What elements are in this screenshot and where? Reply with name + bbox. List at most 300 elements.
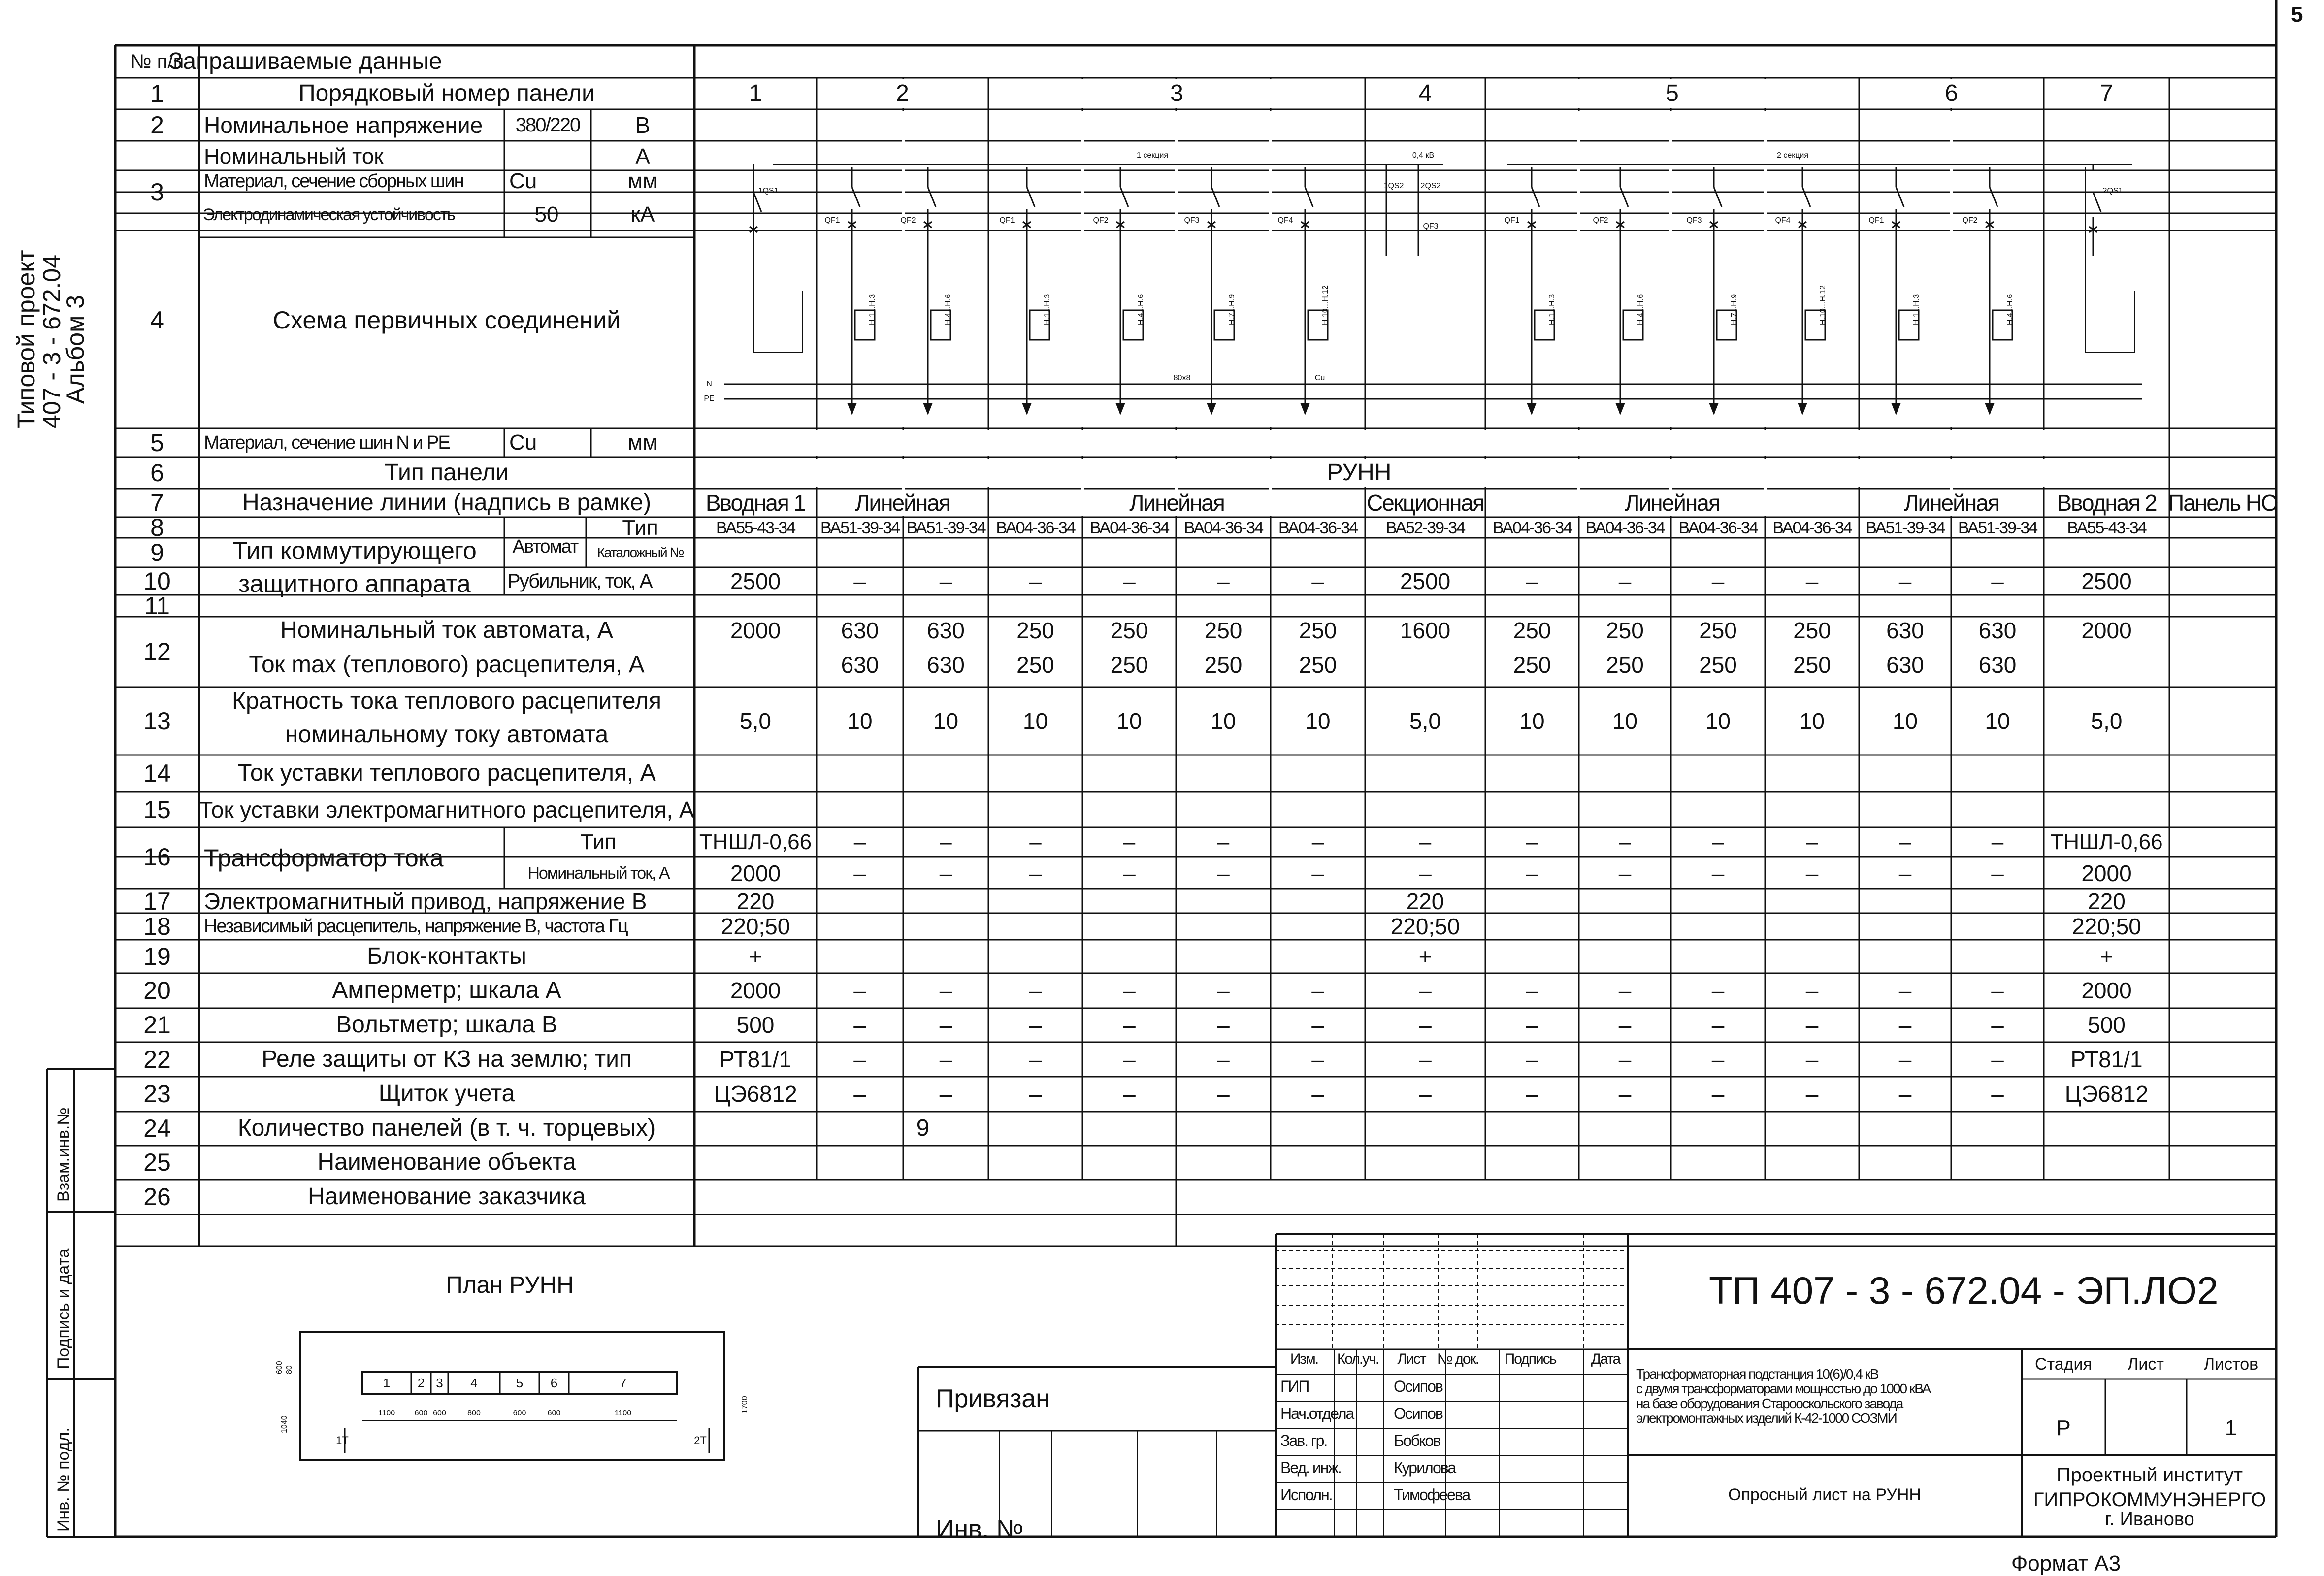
- row-label: Материал, сечение шин N и PE: [204, 432, 450, 453]
- row-label: Материал, сечение сборных шин: [204, 171, 463, 192]
- cell-mult: 10: [1305, 708, 1331, 734]
- cell-tt_nom: –: [853, 860, 866, 886]
- cell-nom: 250: [1513, 618, 1551, 643]
- feeder-arrow: [1301, 404, 1309, 414]
- feeder-arrow: [924, 404, 932, 414]
- row-label: Электромагнитный привод, напряжение В: [204, 888, 647, 914]
- cell-relay: –: [1898, 1047, 1912, 1072]
- cell-mult: 10: [1612, 708, 1638, 734]
- cell-volt: –: [1311, 1012, 1324, 1038]
- cell-relay: –: [939, 1047, 952, 1072]
- cell-nom: 250: [1793, 618, 1831, 643]
- row-label: Щиток учета: [378, 1081, 515, 1107]
- stage-label: Стадия: [2035, 1355, 2092, 1374]
- cell-meter: –: [1711, 1081, 1725, 1107]
- schematic-label: N: [706, 380, 712, 388]
- document-code: ТП 407 - 3 - 672.04 - ЭП.ЛО2: [1709, 1269, 2219, 1312]
- stamp-role: Зав. гр.: [1280, 1432, 1327, 1449]
- cell-nom: 250: [1016, 618, 1054, 643]
- stamp-header: Подпись: [1504, 1351, 1556, 1367]
- cell-knife: 2500: [730, 568, 781, 594]
- incomer-switch: [753, 192, 761, 256]
- schematic-label: QF4: [1775, 216, 1791, 225]
- schematic-label: QF1: [999, 216, 1015, 225]
- cell-type: ВА51-39-34: [906, 519, 985, 537]
- row-label: Назначение линии (надпись в рамке): [242, 490, 652, 516]
- cell-meter: –: [1311, 1081, 1324, 1107]
- cell-tt_nom: –: [1526, 860, 1538, 886]
- stamp-description: на базе оборудования Старооскольского завода: [1636, 1396, 1903, 1411]
- plan-dim: 80: [285, 1365, 294, 1374]
- sheet-title: Опросный лист на РУНН: [1728, 1485, 1921, 1504]
- cell-knife: –: [1711, 568, 1725, 594]
- cell-amm: –: [1419, 978, 1432, 1003]
- cell-amm: –: [1711, 978, 1725, 1003]
- row-label: Наименование заказчика: [308, 1183, 586, 1210]
- cell-tt_type: –: [1806, 830, 1818, 854]
- line-purpose: Вводная 1: [705, 490, 806, 516]
- row-number: 21: [143, 1011, 171, 1039]
- schematic-label: Н.1...Н.3: [868, 294, 877, 325]
- cell-mult: 10: [1211, 708, 1236, 734]
- sheet-label: Лист: [2128, 1355, 2164, 1374]
- feeder-arrow: [1023, 404, 1031, 414]
- stamp-description: с двумя трансформаторами мощностью до 1000 кВА: [1636, 1381, 1931, 1396]
- plan-dim: 600: [275, 1361, 284, 1374]
- breaker-symbol: [1211, 187, 1219, 414]
- row-sublabel: Тип: [580, 830, 617, 854]
- cell-block: +: [1418, 944, 1432, 969]
- cell-amm: –: [1311, 978, 1324, 1003]
- cell-tt_type: –: [940, 830, 952, 854]
- row-label: номинальному току автомата: [285, 722, 609, 748]
- cell-tt_type: –: [1712, 830, 1724, 854]
- panel-number: 5: [1666, 80, 1679, 106]
- stamp-header: Кол.уч.: [1337, 1351, 1379, 1367]
- cell-tt_type: –: [1619, 830, 1631, 854]
- breaker-symbol: [1990, 187, 1997, 414]
- row-label: Кратность тока теплового расцепителя: [232, 688, 661, 714]
- cell-nom: 2000: [730, 618, 781, 643]
- row-label: Электродинамическая устойчивость: [203, 205, 455, 224]
- row-label: Трансформатор тока: [204, 844, 444, 872]
- cell-volt: –: [1217, 1012, 1230, 1038]
- row-number: 12: [143, 638, 171, 665]
- row-number: 11: [144, 592, 170, 620]
- panel-number: 6: [1945, 80, 1958, 106]
- inventory-label: Инв. №: [936, 1515, 1024, 1543]
- stamp-role: ГИП: [1280, 1378, 1309, 1395]
- cell-relay: –: [1311, 1047, 1324, 1072]
- row-number: 7: [150, 489, 164, 517]
- cell-nom: 630: [841, 618, 879, 643]
- incomer-switch: [2093, 192, 2101, 256]
- cell-knife: –: [1991, 568, 2004, 594]
- schematic-label: 80х8: [1173, 374, 1191, 382]
- cell-relay: –: [1217, 1047, 1230, 1072]
- feeder-arrow: [1528, 404, 1536, 414]
- row-label: Номинальный ток автомата, А: [280, 617, 613, 643]
- cell-type: ВА51-39-34: [1866, 519, 1945, 537]
- stamp-name: Курилова: [1394, 1459, 1456, 1477]
- stamp-name: Осипов: [1394, 1378, 1442, 1395]
- row-number: 5: [150, 429, 164, 457]
- plan-dim: 1100: [614, 1409, 632, 1417]
- schematic-label: 1QS2: [1383, 182, 1404, 190]
- cell-meter: –: [1526, 1081, 1538, 1107]
- num-header: № п/п: [130, 51, 184, 72]
- cell-type: ВА04-36-34: [1278, 519, 1358, 537]
- cell-knife: –: [939, 568, 952, 594]
- cell-block: +: [749, 944, 762, 969]
- plan-dim: 600: [433, 1409, 446, 1417]
- feeder-arrow: [1986, 404, 1994, 414]
- row-label: Количество панелей (в т. ч. торцевых): [237, 1115, 656, 1141]
- cell-knife: –: [1805, 568, 1819, 594]
- panel-number: 4: [1418, 80, 1432, 106]
- row-number: 15: [143, 796, 171, 823]
- cell-drive: 220: [736, 888, 775, 914]
- cell-shunt: 220;50: [720, 914, 790, 939]
- schematic-label: 0,4 кВ: [1412, 151, 1435, 160]
- schematic-label: Н.1...Н.3: [1548, 294, 1556, 325]
- row-unit: кА: [630, 202, 655, 227]
- cell-tt_nom: –: [1991, 860, 2004, 886]
- cell-relay: –: [853, 1047, 866, 1072]
- stamp-name: Бобков: [1394, 1432, 1440, 1449]
- cell-tt_type: –: [1526, 830, 1538, 854]
- row-label: Номинальный ток: [204, 144, 384, 168]
- panel-number: 7: [2100, 80, 2113, 106]
- breaker-symbol: [1714, 187, 1722, 414]
- cell-mult: 10: [1985, 708, 2010, 734]
- stamp-role: Вед. инж.: [1280, 1459, 1341, 1477]
- row-label: Амперметр; шкала А: [332, 977, 561, 1003]
- cell-amm: –: [1898, 978, 1912, 1003]
- cell-tt_type: ТНШЛ-0,66: [2050, 830, 2163, 854]
- margin-label: Инв. № подл.: [54, 1427, 73, 1532]
- cell-tt_nom: –: [1217, 860, 1230, 886]
- breaker-symbol: [1305, 187, 1313, 414]
- cell-mult: 10: [847, 708, 873, 734]
- feeder-arrow: [1710, 404, 1718, 414]
- cell-mult: 10: [1892, 708, 1918, 734]
- org-line: Проектный институт: [2056, 1464, 2243, 1486]
- page-number: 5: [2291, 2, 2303, 27]
- format-label: Формат А3: [2011, 1551, 2121, 1576]
- feeder-arrow: [1892, 404, 1900, 414]
- row-label: Ток уставки теплового расцепителя, А: [237, 760, 656, 786]
- plan-transformer-label: 2Т: [694, 1434, 707, 1446]
- cell-nom: 250: [1110, 618, 1148, 643]
- cell-amm: –: [1991, 978, 2004, 1003]
- sheets-label: Листов: [2203, 1355, 2259, 1374]
- cell-amm: –: [1029, 978, 1042, 1003]
- cell-drive: 220: [2088, 888, 2126, 914]
- row-number: 1: [150, 80, 164, 107]
- panel-enclosure: [2086, 167, 2135, 353]
- schematic-label: 2 секция: [1776, 151, 1809, 160]
- stamp-name: Тимофеева: [1394, 1486, 1470, 1504]
- feeder-arrow: [1616, 404, 1624, 414]
- row-number: 23: [143, 1080, 171, 1108]
- panel-number: 1: [749, 80, 762, 106]
- row-label: Блок-контакты: [366, 943, 527, 969]
- row-number: 3: [150, 178, 164, 206]
- row-number: 20: [143, 977, 171, 1004]
- plan-dim: 800: [467, 1409, 481, 1417]
- cell-mult: 5,0: [740, 708, 771, 734]
- cell-knife: 2500: [2081, 568, 2132, 594]
- cell-relay: –: [1419, 1047, 1432, 1072]
- side-caption-line: Альбом 3: [62, 295, 89, 404]
- cell-type: ВА55-43-34: [716, 519, 795, 537]
- cell-tt_type: –: [1029, 830, 1042, 854]
- stamp-header: Дата: [1591, 1351, 1620, 1367]
- stamp-name: Осипов: [1394, 1405, 1442, 1422]
- stamp-role: Нач.отдела: [1280, 1405, 1354, 1422]
- cell-nom: 630: [1978, 618, 2017, 643]
- cell-knife: –: [1311, 568, 1324, 594]
- cell-type: ВА04-36-34: [1183, 519, 1263, 537]
- cell-mult: 10: [1116, 708, 1142, 734]
- breaker-symbol: [1120, 187, 1128, 414]
- feeder-arrow: [848, 404, 856, 414]
- schematic-label: 1QS1: [758, 187, 779, 195]
- cell-knife: –: [853, 568, 866, 594]
- schematic-label: QF2: [900, 216, 916, 225]
- tie-switch: [1383, 164, 1418, 256]
- cell-tmax: 630: [1886, 652, 1924, 678]
- cell-volt: –: [1711, 1012, 1725, 1038]
- cell-type: ВА04-36-34: [1678, 519, 1758, 537]
- schematic-label: QF4: [1277, 216, 1293, 225]
- breaker-symbol: [1802, 187, 1810, 414]
- cell-meter: –: [1217, 1081, 1230, 1107]
- schematic-label: PE: [704, 394, 715, 403]
- cell-volt: –: [1805, 1012, 1819, 1038]
- cell-amm: –: [1217, 978, 1230, 1003]
- feeder-arrow: [1116, 404, 1124, 414]
- cell-shunt: 220;50: [1390, 914, 1460, 939]
- plan-cell-number: 5: [516, 1376, 524, 1390]
- plan-cell-number: 2: [417, 1376, 425, 1390]
- cell-relay: –: [1991, 1047, 2004, 1072]
- stage-value: Р: [2056, 1416, 2071, 1440]
- row-number: 8: [150, 514, 164, 541]
- schematic-label: Н.4...Н.6: [944, 294, 952, 325]
- row-label: Схема первичных соединений: [272, 306, 621, 334]
- row-value: Cu: [509, 430, 537, 455]
- schematic-label: Н.4...Н.6: [1137, 294, 1145, 325]
- schematic-label: QF3: [1423, 222, 1439, 230]
- row-label: Независимый расцепитель, напряжение В, частота Гц: [204, 916, 627, 937]
- cell-amm: –: [1805, 978, 1819, 1003]
- cell-tt_type: –: [853, 830, 866, 854]
- cell-tt_type: –: [1311, 830, 1324, 854]
- cell-meter: –: [1123, 1081, 1136, 1107]
- cell-tt_type: –: [1991, 830, 2004, 854]
- schematic-label: QF3: [1686, 216, 1702, 225]
- cell-tmax: 630: [841, 652, 879, 678]
- cell-relay: –: [1029, 1047, 1042, 1072]
- row-number: 14: [143, 759, 171, 787]
- stamp-header: № док.: [1437, 1351, 1479, 1367]
- row-unit: мм: [627, 430, 658, 455]
- plan-dim: 1040: [280, 1415, 289, 1433]
- cell-nom: 630: [1886, 618, 1924, 643]
- cell-mult: 10: [1705, 708, 1731, 734]
- cell-volt: 500: [736, 1012, 775, 1038]
- line-purpose: Линейная: [1129, 490, 1224, 516]
- org-line: г. Иваново: [2105, 1509, 2194, 1530]
- row-value: 380/220: [515, 114, 580, 136]
- row-label: Тип панели: [384, 460, 509, 486]
- cell-drive: 220: [1406, 888, 1444, 914]
- row-label: Номинальное напряжение: [204, 112, 483, 138]
- cell-meter: –: [1618, 1081, 1632, 1107]
- feeder-arrow: [1208, 404, 1215, 414]
- row-label: Наименование объекта: [317, 1149, 576, 1175]
- plan-title: План РУНН: [446, 1272, 574, 1298]
- cell-tt_nom: –: [1029, 860, 1042, 886]
- stamp-header: Изм.: [1290, 1351, 1318, 1367]
- cell-volt: –: [1419, 1012, 1432, 1038]
- cell-relay: РТ81/1: [719, 1047, 792, 1072]
- cell-meter: ЦЭ6812: [2064, 1081, 2149, 1107]
- row-unit: мм: [627, 169, 658, 193]
- row-number: 19: [143, 943, 171, 970]
- line-purpose: Линейная: [1904, 490, 1999, 516]
- cell-tt_nom: 2000: [730, 860, 781, 886]
- cell-volt: –: [939, 1012, 952, 1038]
- schematic-label: QF1: [824, 216, 840, 225]
- cell-type: ВА04-36-34: [1585, 519, 1665, 537]
- stamp-role: Исполн.: [1280, 1486, 1332, 1504]
- cell-amm: –: [853, 978, 866, 1003]
- sheets-value: 1: [2225, 1416, 2237, 1440]
- margin-label: Подпись и дата: [54, 1248, 73, 1369]
- cell-tmax: 250: [1699, 652, 1737, 678]
- plan-transformer-label: 1Т: [336, 1434, 349, 1446]
- plan-dim: 600: [547, 1409, 561, 1417]
- cell-shunt: 220;50: [2072, 914, 2141, 939]
- cell-nom: 250: [1299, 618, 1337, 643]
- cell-type: ВА55-43-34: [2067, 519, 2146, 537]
- cell-volt: –: [1898, 1012, 1912, 1038]
- cell-meter: –: [1419, 1081, 1432, 1107]
- row-label: защитного аппарата: [238, 570, 471, 597]
- row-sublabel: Автомат: [512, 536, 578, 557]
- schematic-label: Н.1...Н.3: [1043, 294, 1051, 325]
- plan-dim: 1100: [378, 1409, 395, 1417]
- cell-meter: –: [1805, 1081, 1819, 1107]
- cell-knife: –: [1123, 568, 1136, 594]
- row-unit: В: [635, 112, 651, 138]
- breaker-symbol: [928, 187, 936, 414]
- cell-tt_nom: 2000: [2081, 860, 2132, 886]
- schematic-label: QF3: [1184, 216, 1200, 225]
- row-value: 50: [534, 202, 559, 227]
- row-number: 13: [143, 707, 171, 735]
- breaker-symbol: [1620, 187, 1628, 414]
- cell-mult: 10: [1799, 708, 1825, 734]
- cell-meter: –: [939, 1081, 952, 1107]
- schematic-label: Н.1...Н.3: [1912, 294, 1921, 325]
- cell-amm: –: [1123, 978, 1136, 1003]
- row-label: Порядковый номер панели: [298, 80, 595, 106]
- cell-nom: 1600: [1400, 618, 1451, 643]
- cell-tt_nom: –: [1618, 860, 1632, 886]
- cell-type: ВА51-39-34: [820, 519, 900, 537]
- side-caption-line: 407 - 3 - 672.04: [38, 254, 65, 428]
- cell-tt_nom: –: [1711, 860, 1725, 886]
- cell-tt_nom: –: [1311, 860, 1324, 886]
- cell-tt_type: –: [1899, 830, 1911, 854]
- schematic-label: Н.4...Н.6: [1637, 294, 1645, 325]
- cell-knife: –: [1618, 568, 1632, 594]
- panel-enclosure: [753, 167, 803, 353]
- cell-block: +: [2100, 944, 2113, 969]
- schematic-label: QF2: [1593, 216, 1608, 225]
- plan-cell-number: 7: [619, 1376, 627, 1390]
- cell-meter: –: [1898, 1081, 1912, 1107]
- row-label: Тип коммутирующего: [232, 537, 477, 564]
- cell-tt_nom: –: [939, 860, 952, 886]
- cell-knife: –: [1526, 568, 1538, 594]
- line-purpose: Линейная: [855, 490, 950, 516]
- plan-cell-number: 4: [470, 1376, 478, 1390]
- cell-tt_type: –: [1123, 830, 1136, 854]
- cell-tmax: 250: [1110, 652, 1148, 678]
- cell-meter: –: [1991, 1081, 2004, 1107]
- panel-number: 3: [1170, 80, 1183, 106]
- line-purpose: Панель НО: [2168, 490, 2278, 516]
- cell-knife: –: [1898, 568, 1912, 594]
- cell-nom: 250: [1204, 618, 1243, 643]
- row-number: 25: [143, 1149, 171, 1176]
- cell-relay: РТ81/1: [2070, 1047, 2143, 1072]
- cell-type: ВА04-36-34: [996, 519, 1075, 537]
- cell-relay: –: [1618, 1047, 1632, 1072]
- plan-dim: 1700: [741, 1396, 749, 1413]
- stamp-description: электромонтажных изделий К-42-1000 СОЗМИ: [1636, 1411, 1897, 1426]
- line-purpose: Секционная: [1367, 490, 1484, 516]
- row-number: 22: [143, 1046, 171, 1073]
- side-caption-line: Типовой проект: [12, 250, 40, 428]
- row-number: 6: [150, 459, 164, 487]
- schematic-label: Н.10...Н.12: [1321, 285, 1330, 325]
- cell-mult: 10: [1519, 708, 1545, 734]
- row-value: 9: [916, 1115, 930, 1141]
- cell-tmax: 250: [1793, 652, 1831, 678]
- cell-tmax: 250: [1016, 652, 1054, 678]
- cell-volt: –: [1029, 1012, 1042, 1038]
- cell-type: ВА04-36-34: [1089, 519, 1169, 537]
- cell-nom: 2000: [2081, 618, 2132, 643]
- line-purpose: Вводная 2: [2057, 490, 2157, 516]
- margin-label: Взам.инв.№: [54, 1107, 73, 1202]
- breaker-symbol: [1896, 187, 1904, 414]
- row-sublabel: Номинальный ток, А: [527, 864, 669, 883]
- cell-tt_nom: –: [1898, 860, 1912, 886]
- cell-tmax: 250: [1513, 652, 1551, 678]
- org-line: ГИПРОКОММУНЭНЕРГО: [2033, 1489, 2266, 1510]
- breaker-symbol: [852, 187, 860, 414]
- row-label: Ток уставки электромагнитного расцепителя, А: [199, 797, 694, 822]
- cell-tt_type: –: [1217, 830, 1230, 854]
- cell-relay: –: [1711, 1047, 1725, 1072]
